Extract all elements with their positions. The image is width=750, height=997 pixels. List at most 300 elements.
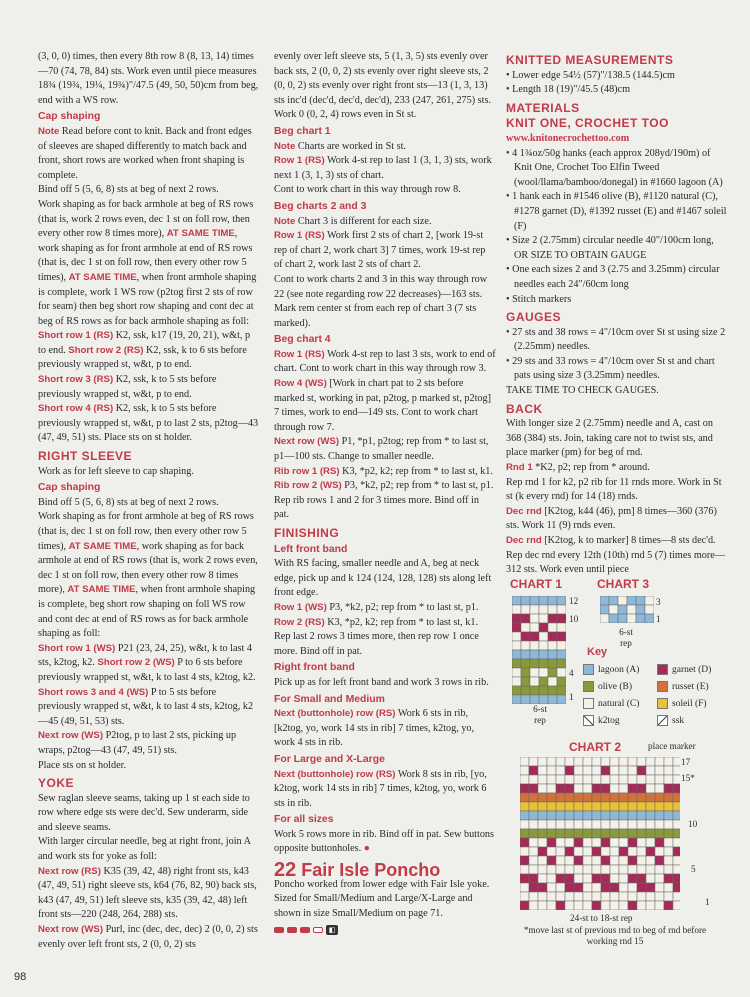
chart-cell bbox=[529, 856, 538, 865]
chart-cell bbox=[673, 775, 680, 784]
paragraph bbox=[274, 768, 496, 812]
chart-cell bbox=[556, 838, 565, 847]
chart-cell bbox=[521, 659, 530, 668]
page-number: 98 bbox=[14, 971, 27, 983]
key-label: garnet (D) bbox=[672, 664, 712, 675]
chart-cell bbox=[520, 829, 529, 838]
chart-cell bbox=[512, 614, 521, 623]
chart-cell bbox=[592, 757, 601, 766]
chart-cell bbox=[521, 632, 530, 641]
chart-cell bbox=[539, 659, 548, 668]
color-swatch bbox=[657, 698, 668, 709]
chart-cell bbox=[592, 775, 601, 784]
chart-cell bbox=[600, 596, 609, 605]
text: Work 5 rows more in rib. Bind off in pat. Sew buttons opposite buttonholes. bbox=[274, 828, 494, 855]
chart-cell bbox=[628, 901, 637, 910]
chart-cell bbox=[610, 775, 619, 784]
keyword: Row 1 (RS) bbox=[274, 155, 325, 167]
chart-cell bbox=[538, 766, 547, 775]
column-1 bbox=[38, 50, 260, 952]
text: Work 4-st rep to last 3 sts, work to end of chart. Cont to work chart in this way through row 3. bbox=[274, 348, 496, 375]
paragraph: Work as for left sleeve to cap shaping. bbox=[38, 465, 194, 477]
chart-cell bbox=[538, 811, 547, 820]
chart-cell bbox=[529, 901, 538, 910]
chart-cell bbox=[655, 802, 664, 811]
chart-cell bbox=[565, 829, 574, 838]
chart-cell bbox=[557, 695, 566, 704]
chart-cell bbox=[530, 623, 539, 632]
chart-cell bbox=[556, 757, 565, 766]
chart-cell bbox=[610, 793, 619, 802]
key-label: soleil (F) bbox=[672, 698, 707, 709]
chart-cell bbox=[538, 892, 547, 901]
chart-cell bbox=[512, 668, 521, 677]
chart-cell bbox=[664, 757, 673, 766]
chart-cell bbox=[539, 650, 548, 659]
chart-cell bbox=[601, 802, 610, 811]
chart-cell bbox=[664, 838, 673, 847]
chart-cell bbox=[538, 838, 547, 847]
paragraph bbox=[274, 435, 496, 464]
chart-cell bbox=[619, 775, 628, 784]
text: , when front armhole shaping is complete, beg short row shaping on foll WS row and cont dec at end of RS rows as for back armhole shaping as foll: bbox=[38, 584, 256, 640]
text: P3, *k2, p2; rep from * to last st, p1. bbox=[326, 601, 479, 613]
chart-cell bbox=[548, 605, 557, 614]
paragraph bbox=[38, 729, 260, 758]
chart-cell bbox=[557, 623, 566, 632]
chart-cell bbox=[574, 883, 583, 892]
gauge-item: • 29 sts and 33 rows = 4"/10cm over St st and chart pats using size 3 (3.25mm) needles. bbox=[506, 355, 715, 382]
chart-cell bbox=[637, 829, 646, 838]
chart-cell bbox=[512, 677, 521, 686]
chart-cell bbox=[628, 802, 637, 811]
chart-cell bbox=[512, 695, 521, 704]
chart-cell bbox=[557, 632, 566, 641]
chart-cell bbox=[547, 847, 556, 856]
chart-1-grid bbox=[512, 596, 566, 704]
chart-cell bbox=[673, 757, 680, 766]
chart-cell bbox=[512, 605, 521, 614]
chart-cell bbox=[610, 883, 619, 892]
chart-cell bbox=[557, 668, 566, 677]
chart-cell bbox=[538, 829, 547, 838]
chart-cell bbox=[655, 811, 664, 820]
keyword: Next row (WS) bbox=[38, 924, 104, 936]
chart-cell bbox=[539, 695, 548, 704]
paragraph: Rep rnd 1 for k2, p2 rib for 11 rnds more. Work in St st (k every rnd) for 14 (18) rnds. bbox=[506, 476, 722, 503]
chart-cell bbox=[601, 766, 610, 775]
row-label: 1 bbox=[569, 692, 574, 702]
paragraph: With longer size 2 (2.75mm) needle and A, cast on 368 (384) sts. Join, taking care not to twist sts, and place marker (pm) for beg of rnd. bbox=[506, 418, 713, 459]
chart-cell bbox=[655, 892, 664, 901]
keyword: Note bbox=[274, 215, 296, 227]
chart-cell bbox=[627, 614, 636, 623]
heading-yoke: YOKE bbox=[38, 776, 75, 791]
chart-cell bbox=[619, 802, 628, 811]
chart-cell bbox=[655, 784, 664, 793]
chart-cell bbox=[637, 874, 646, 883]
chart-cell bbox=[655, 793, 664, 802]
chart-cell bbox=[673, 856, 680, 865]
chart-cell bbox=[529, 829, 538, 838]
chart-cell bbox=[655, 757, 664, 766]
chart-cell bbox=[609, 605, 618, 614]
chart-cell bbox=[601, 856, 610, 865]
chart-cell bbox=[521, 668, 530, 677]
paragraph bbox=[274, 140, 496, 155]
color-swatch bbox=[583, 681, 594, 692]
chart-cell bbox=[548, 596, 557, 605]
text: P1, *p1, p2tog; rep from * to last st, p1—100 sts. Change to smaller needle. bbox=[274, 436, 489, 463]
row-label: 15* bbox=[681, 773, 695, 783]
chart-cell bbox=[530, 596, 539, 605]
heading-cap-shaping: Cap shaping bbox=[38, 482, 101, 494]
chart-cell bbox=[583, 766, 592, 775]
chart-cell bbox=[557, 686, 566, 695]
chart-cell bbox=[673, 838, 680, 847]
chart-cell bbox=[547, 757, 556, 766]
chart-cell bbox=[538, 856, 547, 865]
chart-cell bbox=[664, 865, 673, 874]
text: [Work in chart pat to 2 sts before marked st, working in pat, p2tog, p marked st, p2tog] 7 times, work to end—149 sts. Cont to work chart through row 7. bbox=[274, 378, 492, 433]
keyword: Row 1 (RS) bbox=[274, 348, 325, 360]
keyword: Short rows 3 and 4 (WS) bbox=[38, 686, 149, 698]
chart-cell bbox=[574, 811, 583, 820]
chart-cell bbox=[574, 856, 583, 865]
chart-cell bbox=[673, 766, 680, 775]
chart-cell bbox=[574, 874, 583, 883]
chart-cell bbox=[664, 784, 673, 793]
chart-cell bbox=[628, 811, 637, 820]
chart-cell bbox=[539, 623, 548, 632]
chart-cell bbox=[547, 856, 556, 865]
chart-cell bbox=[592, 784, 601, 793]
chart-cell bbox=[521, 686, 530, 695]
chart-cell bbox=[538, 901, 547, 910]
keyword: Rib row 2 (WS) bbox=[274, 480, 342, 492]
paragraph bbox=[274, 465, 496, 523]
key-item bbox=[583, 698, 639, 709]
chart-cell bbox=[601, 793, 610, 802]
keyword: Short row 2 (RS) bbox=[68, 344, 144, 356]
chart-cell bbox=[619, 793, 628, 802]
chart-cell bbox=[592, 847, 601, 856]
pattern-title bbox=[274, 859, 496, 882]
chart-cell bbox=[529, 838, 538, 847]
chart-cell bbox=[628, 793, 637, 802]
chart-cell bbox=[583, 820, 592, 829]
chart-cell bbox=[618, 605, 627, 614]
chart-cell bbox=[664, 820, 673, 829]
keyword: Next row (RS) bbox=[38, 865, 101, 877]
chart-cell bbox=[655, 856, 664, 865]
chart-cell bbox=[574, 775, 583, 784]
text: Charts are worked in St st. bbox=[295, 140, 406, 152]
text: , when front armhole shaping is complete, work 1 WS row (p2tog first 2 sts of row for seam) then beg short row shaping and cont dec at beg of RS rows as for back armhole shaping as foll: bbox=[38, 271, 257, 327]
chart-cell bbox=[538, 784, 547, 793]
text: K2, ssk, k17 (19, 20, 21), w&t, p to end. bbox=[38, 330, 251, 356]
keyword: Row 4 (WS) bbox=[274, 378, 327, 390]
chart-cell bbox=[609, 596, 618, 605]
chart-cell bbox=[601, 892, 610, 901]
chart-cell bbox=[520, 838, 529, 847]
chart-cell bbox=[664, 829, 673, 838]
keyword: AT SAME TIME bbox=[166, 228, 235, 240]
chart-cell bbox=[655, 820, 664, 829]
paragraph: Bind off 5 (5, 6, 8) sts at beg of next 2 rows. bbox=[38, 496, 219, 508]
row-label: 1 bbox=[705, 897, 710, 907]
chart-cell bbox=[574, 820, 583, 829]
chart-cell bbox=[512, 632, 521, 641]
chart-cell bbox=[520, 892, 529, 901]
chart-cell bbox=[601, 847, 610, 856]
chart-cell bbox=[673, 847, 680, 856]
chart-cell bbox=[636, 605, 645, 614]
chart-cell bbox=[529, 793, 538, 802]
paragraph: TAKE TIME TO CHECK GAUGES. bbox=[506, 385, 659, 397]
chart-cell bbox=[583, 775, 592, 784]
chart-cell bbox=[557, 650, 566, 659]
chart-cell bbox=[646, 757, 655, 766]
chart-cell bbox=[601, 874, 610, 883]
chart-cell bbox=[521, 650, 530, 659]
chart-cell bbox=[556, 775, 565, 784]
chart-cell bbox=[646, 793, 655, 802]
keyword: Short row 2 (WS) bbox=[97, 657, 175, 669]
paragraph bbox=[38, 198, 260, 329]
chart-cell bbox=[610, 901, 619, 910]
chart-cell bbox=[556, 793, 565, 802]
chart-cell bbox=[512, 623, 521, 632]
keyword: Note bbox=[38, 125, 60, 137]
chart-cell bbox=[628, 856, 637, 865]
chart-cell bbox=[646, 838, 655, 847]
chart-cell bbox=[565, 784, 574, 793]
chart-cell bbox=[619, 766, 628, 775]
chart-1-title: CHART 1 bbox=[510, 577, 563, 591]
chart-cell bbox=[557, 596, 566, 605]
chart-cell bbox=[547, 865, 556, 874]
chart-cell bbox=[539, 668, 548, 677]
chart-cell bbox=[664, 856, 673, 865]
chart-cell bbox=[592, 865, 601, 874]
chart-cell bbox=[521, 623, 530, 632]
keyword: Short row 1 (RS) bbox=[38, 330, 114, 342]
heading-finishing: FINISHING bbox=[274, 526, 340, 540]
text: , work shaping as for back armhole at end of RS rows (that is, work 2 rows even, dec 1 st on foll row, then every other row 8 times more), bbox=[38, 540, 258, 596]
chart-cell bbox=[601, 865, 610, 874]
paragraph bbox=[38, 923, 260, 952]
chart-cell bbox=[664, 766, 673, 775]
chart-cell bbox=[547, 802, 556, 811]
chart-cell bbox=[637, 883, 646, 892]
keyword: Row 1 (WS) bbox=[274, 601, 327, 613]
key-item bbox=[583, 715, 620, 726]
keyword: Short row 1 (WS) bbox=[38, 642, 116, 654]
chart-cell bbox=[601, 901, 610, 910]
chart-cell bbox=[673, 811, 680, 820]
chart-cell bbox=[548, 650, 557, 659]
chart-cell bbox=[646, 892, 655, 901]
text: P to 5 sts before previously wrapped st, w&t, k to last 4 sts, k2tog, k2—45 (49, 51, 53) sts. bbox=[38, 686, 254, 727]
chart-2-grid bbox=[520, 757, 680, 910]
paragraph bbox=[274, 616, 496, 631]
chart-cell bbox=[574, 793, 583, 802]
keyword: Dec rnd bbox=[506, 535, 542, 546]
chart-cell bbox=[547, 901, 556, 910]
chart-cell bbox=[646, 865, 655, 874]
key-label: russet (E) bbox=[672, 681, 709, 692]
chart-cell bbox=[655, 865, 664, 874]
chart-cell bbox=[565, 856, 574, 865]
text: *K2, p2; rep from * around. bbox=[532, 462, 650, 474]
rating-dot-empty-icon bbox=[313, 927, 323, 933]
keyword: AT SAME TIME bbox=[68, 271, 137, 283]
color-swatch bbox=[657, 681, 668, 692]
chart-cell bbox=[601, 811, 610, 820]
chart-cell bbox=[619, 811, 628, 820]
chart-cell bbox=[583, 892, 592, 901]
heading-cap-shaping: Cap shaping bbox=[38, 111, 101, 123]
chart-cell bbox=[539, 596, 548, 605]
paragraph: Poncho worked from lower edge with Fair Isle yoke. Sized for Small/Medium and Large/X-Large and shown in size Small/Medium on page 71. bbox=[274, 878, 490, 919]
chart-cell bbox=[548, 668, 557, 677]
paragraph: (3, 0, 0) times, then every 8th row 8 (8, 13, 14) times—70 (74, 78, 84) sts. Work even until piece measures 18¾ (19¾, 19¼, 19¾)"/47.5 (49, 50, 50)cm from beg, end with a WS row. bbox=[38, 51, 259, 106]
paragraph bbox=[38, 865, 260, 923]
chart-cell bbox=[520, 820, 529, 829]
chart-cell bbox=[592, 793, 601, 802]
chart-cell bbox=[645, 596, 654, 605]
chart-cell bbox=[583, 856, 592, 865]
paragraph bbox=[274, 828, 496, 857]
chart-cell bbox=[673, 874, 680, 883]
chart-cell bbox=[619, 901, 628, 910]
chart-cell bbox=[548, 623, 557, 632]
chart-cell bbox=[548, 632, 557, 641]
key-label: lagoon (A) bbox=[598, 664, 640, 675]
chart-cell bbox=[538, 802, 547, 811]
chart-cell bbox=[547, 883, 556, 892]
paragraph: Place sts on st holder. bbox=[38, 759, 127, 771]
chart-cell bbox=[547, 829, 556, 838]
heading-beg-charts-2-3: Beg charts 2 and 3 bbox=[274, 200, 367, 212]
chart-cell bbox=[529, 847, 538, 856]
chart-cell bbox=[547, 811, 556, 820]
chart-cell bbox=[521, 677, 530, 686]
chart-cell bbox=[538, 847, 547, 856]
heading-small-medium: For Small and Medium bbox=[274, 693, 385, 705]
website-link[interactable]: www.knitonecrochettoo.com bbox=[506, 132, 630, 144]
chart-cell bbox=[583, 874, 592, 883]
key-item bbox=[657, 664, 711, 675]
chart-cell bbox=[557, 677, 566, 686]
chart-cell bbox=[664, 802, 673, 811]
color-swatch bbox=[657, 664, 668, 675]
row-label: 1 bbox=[656, 614, 661, 624]
chart-cell bbox=[592, 766, 601, 775]
chart-cell bbox=[673, 784, 680, 793]
chart-cell bbox=[565, 901, 574, 910]
chart-cell bbox=[673, 829, 680, 838]
paragraph bbox=[38, 510, 260, 641]
material-item: • Size 2 (2.75mm) circular needle 40"/100cm long, OR SIZE TO OBTAIN GAUGE bbox=[506, 235, 714, 261]
chart-cell bbox=[529, 820, 538, 829]
paragraph: Cont to work charts 2 and 3 in this way through row 22 (see note regarding row 22 decreases)—163 sts. Mark rem center st from each rep of chart 3 (7 sts marked). bbox=[274, 273, 488, 329]
heading-beg-chart-4: Beg chart 4 bbox=[274, 334, 331, 346]
gauge-item: • 27 sts and 38 rows = 4"/10cm over St st using size 2 (2.25mm) needles. bbox=[506, 326, 726, 353]
chart-cell bbox=[655, 874, 664, 883]
paragraph bbox=[274, 229, 496, 273]
row-label: 10 bbox=[569, 614, 579, 624]
chart-cell bbox=[636, 614, 645, 623]
chart-cell bbox=[512, 686, 521, 695]
text: [K2tog, k to marker] 8 times—8 sts dec'd. Rep dec rnd every 12th (10th) rnd 5 (7) times more—312 sts. Work even until piece bbox=[506, 535, 725, 576]
k2tog-icon bbox=[583, 715, 594, 726]
paragraph bbox=[274, 154, 496, 183]
chart-cell bbox=[673, 802, 680, 811]
chart-cell bbox=[556, 820, 565, 829]
key-label: olive (B) bbox=[598, 681, 633, 692]
chart-cell bbox=[610, 811, 619, 820]
chart-cell bbox=[547, 766, 556, 775]
chart-cell bbox=[637, 865, 646, 874]
chart-cell bbox=[548, 659, 557, 668]
chart-cell bbox=[628, 892, 637, 901]
chart-3-grid bbox=[600, 596, 654, 623]
chart-cell bbox=[583, 829, 592, 838]
paragraph: Sew raglan sleeve seams, taking up 1 st each side to row where edge sts were dec'd. Sew underarm, side and sleeve seams. bbox=[38, 792, 250, 833]
chart-cell bbox=[655, 829, 664, 838]
chart-cell bbox=[637, 901, 646, 910]
chart-cell bbox=[645, 614, 654, 623]
chart-cell bbox=[592, 892, 601, 901]
column-3 bbox=[506, 50, 728, 578]
chart-cell bbox=[637, 892, 646, 901]
heading-left-front-band: Left front band bbox=[274, 543, 348, 555]
chart-cell bbox=[574, 829, 583, 838]
paragraph bbox=[274, 348, 496, 436]
chart-cell bbox=[538, 883, 547, 892]
paragraph bbox=[38, 642, 260, 730]
row-label: 12 bbox=[569, 596, 579, 606]
chart-cell bbox=[557, 659, 566, 668]
chart-cell bbox=[600, 605, 609, 614]
chart-cell bbox=[539, 632, 548, 641]
chart-cell bbox=[664, 883, 673, 892]
chart-cell bbox=[539, 677, 548, 686]
chart-cell bbox=[520, 811, 529, 820]
text: P21 (23, 24, 25), w&t, k to last 4 sts, k2tog, k2. bbox=[38, 642, 252, 669]
chart-cell bbox=[637, 838, 646, 847]
text: Work 8 sts in rib, [yo, k2tog, work 14 sts in rib] 7 times, k2tog, yo, work 6 sts in rib. bbox=[274, 768, 487, 809]
chart-cell bbox=[628, 775, 637, 784]
chart-cell bbox=[610, 856, 619, 865]
keyword: AT SAME TIME bbox=[68, 540, 137, 552]
keyword: Dec rnd bbox=[506, 505, 542, 517]
chart-cell bbox=[547, 793, 556, 802]
chart-cell bbox=[530, 650, 539, 659]
key-label: ssk bbox=[672, 715, 685, 726]
chart-cell bbox=[646, 856, 655, 865]
paragraph: Work 0 (0, 2, 4) rows even in St st. bbox=[274, 109, 417, 121]
keyword: Next (buttonhole) row (RS) bbox=[274, 768, 396, 780]
text: K2, ssk, k to 6 sts before previously wrapped st, w&t, p to end. bbox=[38, 344, 247, 371]
ssk-icon bbox=[657, 715, 668, 726]
text: P to 6 sts before previously wrapped st, w&t, k to last 4 sts, k2tog, k2. bbox=[38, 657, 256, 683]
chart-cell bbox=[565, 775, 574, 784]
chart-cell bbox=[628, 829, 637, 838]
keyword: Rib row 1 (RS) bbox=[274, 465, 340, 477]
